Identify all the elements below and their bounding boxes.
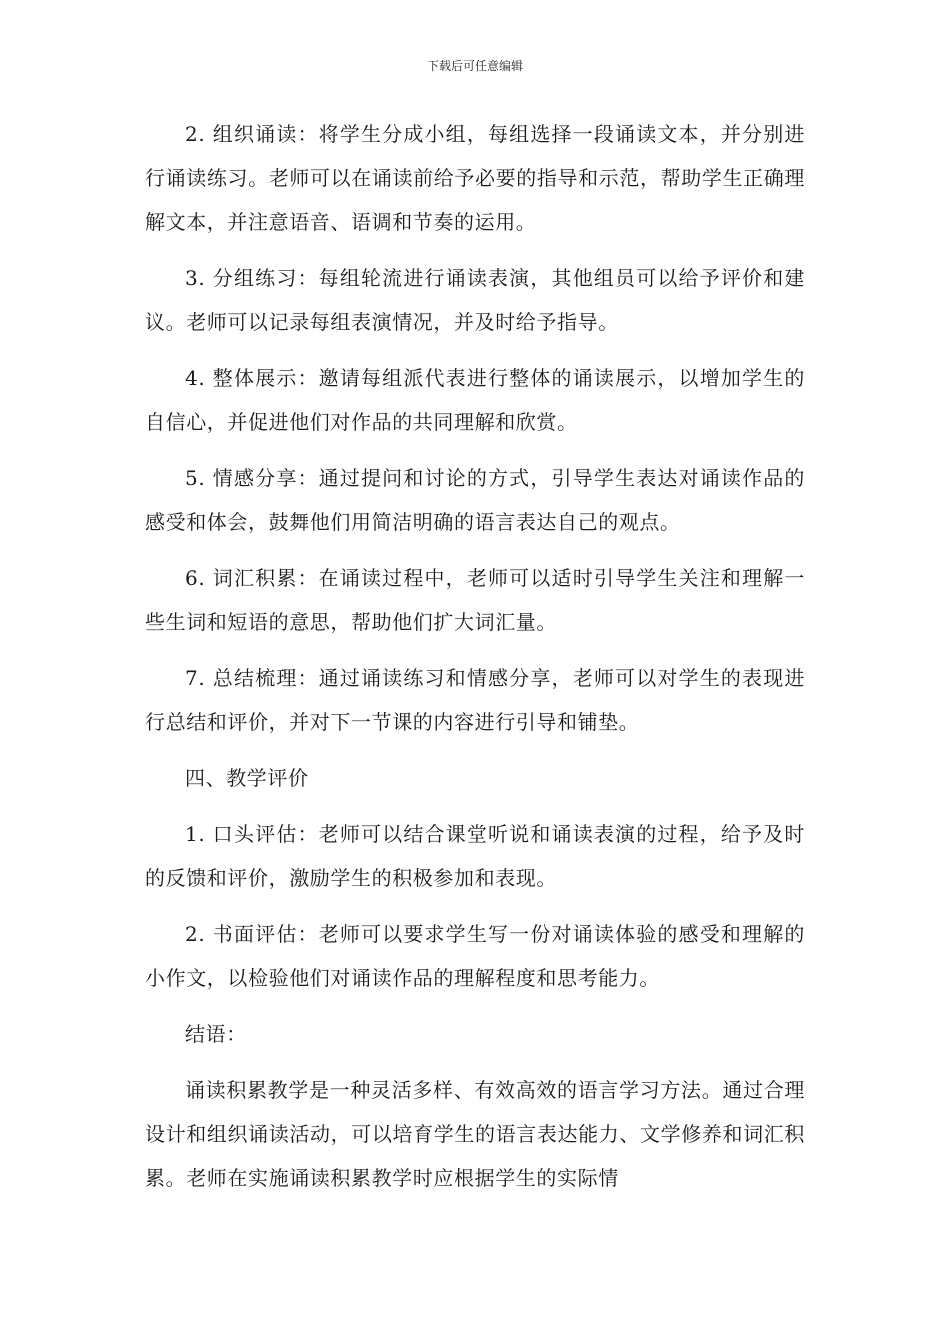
- paragraph-eval-2: 2. 书面评估：老师可以要求学生写一份对诵读体验的感受和理解的小作文，以检验他们对诵读作品的理解程度和思考能力。: [145, 922, 805, 990]
- page-header: 下载后可任意编辑: [426, 59, 523, 73]
- paragraph-step-6: 6. 词汇积累：在诵读过程中，老师可以适时引导学生关注和理解一些生词和短语的意思，帮助他们扩大词汇量。: [145, 566, 805, 634]
- paragraph-step-3: 3. 分组练习：每组轮流进行诵读表演，其他组员可以给予评价和建议。老师可以记录每组表演情况，并及时给予指导。: [145, 266, 805, 334]
- paragraph-step-2: 2. 组织诵读：将学生分成小组，每组选择一段诵读文本，并分别进行诵读练习。老师可以在诵读前给予必要的指导和示范，帮助学生正确理解文本，并注意语音、语调和节奏的运用。: [145, 122, 805, 234]
- paragraph-step-5: 5. 情感分享：通过提问和讨论的方式，引导学生表达对诵读作品的感受和体会，鼓舞他们用简洁明确的语言表达自己的观点。: [145, 466, 805, 534]
- paragraph-step-4: 4. 整体展示：邀请每组派代表进行整体的诵读展示，以增加学生的自信心，并促进他们对作品的共同理解和欣赏。: [145, 366, 805, 434]
- section-heading-evaluation: 四、教学评价: [185, 766, 309, 790]
- section-heading-conclusion: 结语：: [185, 1022, 247, 1046]
- paragraph-eval-1: 1. 口头评估：老师可以结合课堂听说和诵读表演的过程，给予及时的反馈和评价，激励学生的积极参加和表现。: [145, 822, 805, 890]
- paragraph-conclusion: 诵读积累教学是一种灵活多样、有效高效的语言学习方法。通过合理设计和组织诵读活动，可以培育学生的语言表达能力、文学修养和词汇积累。老师在实施诵读积累教学时应根据学生的实际情: [145, 1078, 805, 1190]
- paragraph-step-7: 7. 总结梳理：通过诵读练习和情感分享，老师可以对学生的表现进行总结和评价，并对下一节课的内容进行引导和铺垫。: [145, 666, 805, 734]
- document-body: [145, 112, 805, 1212]
